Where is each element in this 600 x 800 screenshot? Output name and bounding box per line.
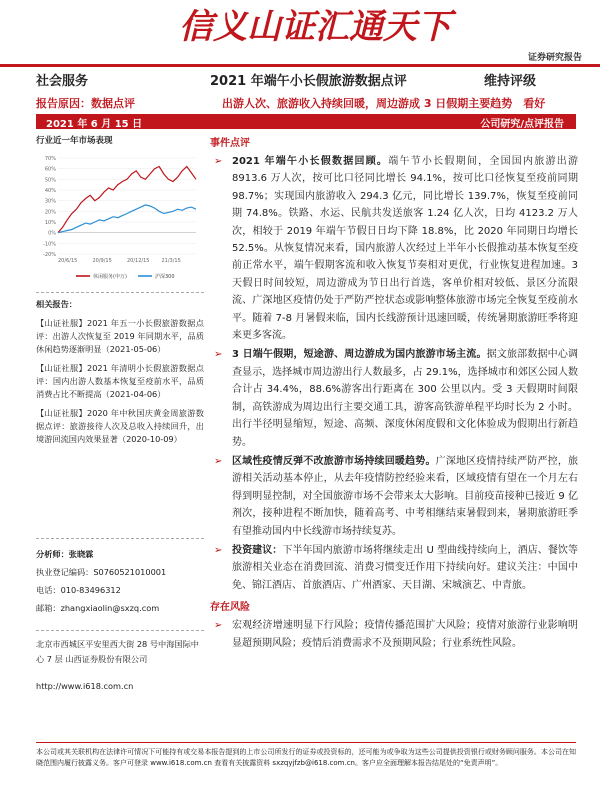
- series-line: [58, 167, 196, 233]
- analyst-info: [36, 545, 204, 617]
- y-tick-label: 40%: [44, 188, 56, 194]
- report-date: 2021 年 6 月 15 日: [46, 119, 143, 130]
- rating-label: 维持评级: [484, 74, 537, 89]
- analyst-license: 执业登记编码：S0760521010001: [36, 567, 167, 577]
- report-reason: 报告原因：数据点评: [36, 97, 135, 110]
- x-tick-label: 20/9/15: [92, 258, 112, 264]
- market-chart: [36, 150, 204, 300]
- logo-text: 信义山证汇通天下: [179, 7, 451, 47]
- disclaimer-footer: 本公司或其关联机构在法律许可情况下可能持有或交易本报告提到的上市公司所发行的证券或投资标的，还可能为或争取为这些公司提供投资银行或财务顾问服务。本公司在知晓范围内履行披露义务。客户可登录 www.i618.com.cn 查看有关披露资料 sxzqyjfzb@i618.com.cn。客户应全面理解本报告结尾处的“免责声明”。: [36, 742, 576, 769]
- sidebar-divider: [36, 630, 204, 631]
- y-tick-label: 10%: [44, 220, 56, 226]
- x-tick-label: 20/12/15: [127, 258, 150, 264]
- event-heading: 事件点评: [210, 138, 250, 149]
- related-heading: 相关报告：: [36, 299, 77, 309]
- paragraph-text: 端午节小长假期间，全国国内旅游出游 8913.6 万人次，按可比口径同比增长 94.1%，按可比口径恢复至疫前同期 98.7%；实现国内旅游收入 294.3 亿元，同比增长 139.7%，恢复至疫前同期 74.8%。铁路、水运、民航共发送旅客 1.24 亿人次，日均 4123.2 万人次，相较于 2019 年端午节假日日均下降 18.8%，比 2020 年同期日均增长 52.5%。从恢复情况来看，国内旅游人次经过上半年小长假推动基本恢复至疫前正常水平，端午假期客流和收入恢复节奏相对更优，行业恢复进程加速。3 天假日时间较短，周边游成为节日出行首选，客单价相对较低、景区分流限流、广深地区疫情仍处于严防严控状态或影响整体旅游市场完全恢复至疫前水平。随着 7-8 月暑假来临，国内长线游预计迅速回暖，传统暑期旅游旺季将迎来更多客流。: [232, 156, 578, 342]
- y-tick-label: 0%: [48, 230, 56, 237]
- legend-label: 休闲服务(申万): [93, 274, 127, 280]
- related-report-item[interactable]: 【山证社服】2020 年中秋国庆黄金周旅游数据点评：旅游接待人次及总收入持续回升，出境游回流国内效果显著（2020-10-09）: [36, 408, 204, 444]
- chart-heading: 行业近一年市场表现: [36, 136, 113, 146]
- paragraph: [210, 346, 578, 450]
- industry-label: 社会服务: [36, 74, 89, 89]
- report-subtitle: 出游人次、旅游收入持续回暖，周边游成 3 日假期主要趋势 看好: [222, 97, 546, 110]
- legend-label: 沪深300: [155, 274, 175, 280]
- y-tick-label: 30%: [44, 198, 56, 205]
- sidebar-divider: [36, 292, 204, 293]
- risk-paragraph: [210, 617, 578, 652]
- paragraph-lead: 3 日端午假期，短途游、周边游成为国内旅游市场主流。: [232, 349, 487, 361]
- x-tick-label: 20/6/15: [58, 258, 78, 264]
- y-tick-label: 70%: [44, 156, 56, 162]
- research-tag: 证券研究报告: [527, 53, 582, 63]
- y-tick-label: 60%: [44, 166, 56, 173]
- report-title: 2021 年端午小长假旅游数据点评: [210, 74, 407, 89]
- y-tick-label: 20%: [44, 209, 56, 216]
- date-bar: [36, 114, 576, 129]
- chart-svg: [36, 150, 204, 300]
- paragraph-lead: 2021 年端午小长假数据回顾。: [232, 156, 389, 167]
- analyst-name: 分析师：张晓霖: [36, 549, 94, 559]
- company-tag: 公司研究/点评报告: [480, 119, 564, 130]
- bullet-icon: ➢: [214, 544, 223, 556]
- sidebar: [36, 134, 204, 300]
- y-tick-label: -20%: [43, 252, 56, 258]
- paragraph-lead: 区域性疫情反弹不改旅游市场持续回暖趋势。: [232, 455, 436, 467]
- paragraph-text: 广深地区疫情持续严防严控，旅游相关活动基本停止，从去年疫情防控经验来看，区域疫情有望在一个月左右得到明显控制，对全国旅游市场不会带来太大影响。目前疫苗接种已接近 9 亿剂次，接种进程不断加快，随着高考、中考相继结束暑假到来，暑期旅游旺季有望推动国内中长线游市场持续复苏。: [232, 455, 579, 537]
- y-tick-label: -10%: [43, 241, 56, 248]
- related-report-item[interactable]: 【山证社服】2021 年五一小长假旅游数据点评：出游人次恢复至 2019 年同期水平，品质休闲趋势逐渐明显（2021-05-06）: [36, 318, 204, 354]
- paragraph-text: 下半年国内旅游市场将继续走出 U 型曲线持续向上，酒店、餐饮等旅游相关业态在消费回流、消费习惯变迁作用下持续向好。建议关注：中国中免、锦江酒店、首旅酒店、广州酒家、天目湖、宋城演艺、中青旅。: [232, 544, 578, 591]
- risk-heading: 存在风险: [210, 602, 250, 614]
- bullet-icon: ➢: [214, 156, 223, 167]
- company-url[interactable]: http://www.i618.com.cn: [36, 681, 134, 691]
- bullet-icon: ➢: [214, 620, 223, 632]
- related-reports: [36, 298, 204, 446]
- paragraph: [210, 153, 578, 344]
- paragraph-lead: 投资建议：: [232, 544, 283, 556]
- related-report-item[interactable]: 【山证社服】2021 年清明小长假旅游数据点评：国内出游人数基本恢复至疫前水平，品质消费占比不断提高（2021-04-06）: [36, 363, 204, 399]
- paragraph: [210, 542, 578, 594]
- header-divider: [0, 64, 600, 67]
- x-tick-label: 21/3/15: [161, 258, 181, 264]
- series-line: [58, 205, 196, 233]
- risk-text: 宏观经济增速明显下行风险；疫情传播范围扩大风险；疫情对旅游行业影响明显超预期风险；疫情后消费需求不及预期风险；行业系统性风险。: [232, 620, 578, 649]
- analyst-email[interactable]: 邮箱：zhangxiaolin@sxzq.com: [36, 603, 160, 613]
- sidebar-divider: [36, 538, 204, 539]
- paragraph: [210, 453, 578, 540]
- y-tick-label: 50%: [44, 177, 56, 184]
- paragraph-text: 据文旅部数据中心调查显示，选择城市周边游出行人数最多，占 29.1%，选择城市和郊区公园人数合计占 34.4%，88.6%游客出行距离在 300 公里以内。受 3 天假期时间限制，高铁游成为周边出行主要交通工具，游客高铁游单程平均时长为 2 小时。出行半径明显缩短，短途、高频、深度休闲度假和文化体验成为假期出行新趋势。: [232, 349, 579, 448]
- logo: [150, 0, 480, 50]
- bullet-icon: ➢: [214, 349, 223, 361]
- bullet-icon: ➢: [214, 455, 223, 467]
- analyst-phone: 电话：010-83496312: [36, 585, 121, 595]
- company-address: 北京市西城区平安里西大街 28 号中海国际中心 7 层 山西证券股份有限公司: [36, 639, 199, 664]
- main-content: [210, 134, 578, 654]
